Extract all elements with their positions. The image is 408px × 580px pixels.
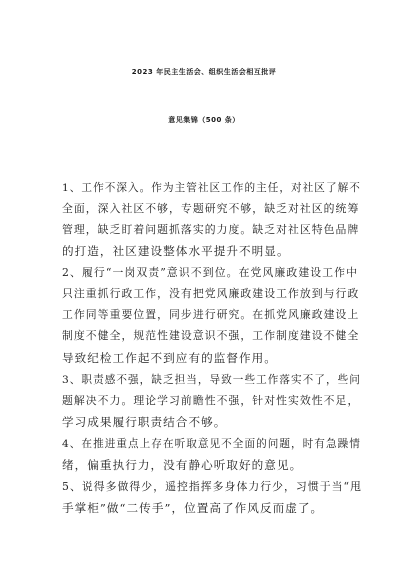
paragraph-2-line-1: 2、履行“一岗双责”意识不到位。在党风廉政建设工作中 xyxy=(62,266,358,279)
paragraph-1-line-2: 全面，深入社区不够，专题研究不够，缺乏对社区的统筹 xyxy=(62,202,360,215)
paragraph-3-line-2: 题解决不力。理论学习前瞻性不强，针对性实效性不足， xyxy=(62,394,360,407)
paragraph-1-line-1: 1、工作不深入。作为主管社区工作的主任，对社区了解不 xyxy=(62,182,361,194)
paragraph-4-line-1: 4、在推进重点上存在听取意见不全面的问题，时有急躁情 xyxy=(62,438,361,450)
document-title-line-2: 意见集锦（500 条） xyxy=(168,116,240,124)
paragraph-2-line-3: 工作同等重要位置，同步进行研究。在抓党风廉政建设上 xyxy=(62,308,360,321)
paragraph-3-line-1: 3、职责感不强，缺乏担当，导致一些工作落实不了，些问 xyxy=(62,374,361,386)
paragraph-5-line-2: 手掌柜”做“二传手”，位置高了作风反而虚了。 xyxy=(62,501,324,515)
paragraph-5-line-1: 5、说得多做得少，遥控指挥多身体力行少，习惯于当“甩 xyxy=(62,480,362,493)
document-title-line-1: 2023 年民主生活会、组织生活会相互批评 xyxy=(131,68,277,76)
paragraph-2-line-4: 制度不健全，规范性建设意识不强，工作制度建设不健全 xyxy=(62,329,360,342)
paragraph-4-line-2: 绪，偏重执行力，没有静心听取好的意见。 xyxy=(62,458,303,472)
paragraph-3-line-3: 学习成果履行职责结合不够。 xyxy=(62,415,227,429)
paragraph-2-line-5: 导致纪检工作起不到应有的监督作用。 xyxy=(62,351,277,365)
paragraph-2-line-2: 只注重抓行政工作，没有把党风廉政建设工作放到与行政 xyxy=(62,287,360,300)
paragraph-1-line-3: 管理，缺乏盯着问题抓落实的力度。缺乏对社区特色品牌 xyxy=(62,223,360,236)
paragraph-1-line-4: 的打造，社区建设整体水平提升不明显。 xyxy=(62,244,290,258)
